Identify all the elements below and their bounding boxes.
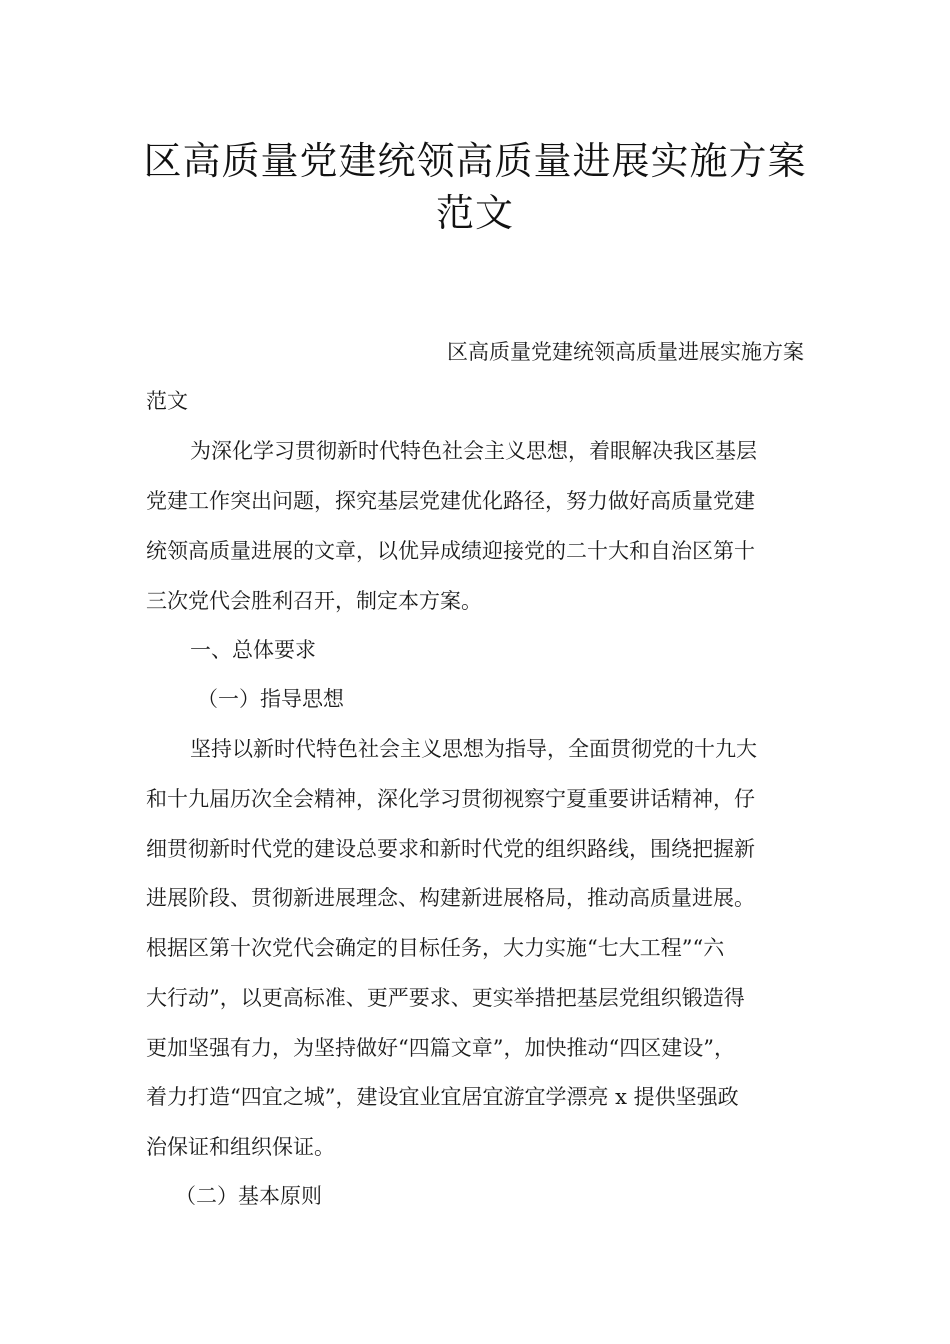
subtitle-line-2: 范文 <box>146 389 188 413</box>
guiding-line-1: 坚持以新时代特色社会主义思想为指导，全面贯彻党的十九大 <box>190 737 757 761</box>
intro-line-1: 为深化学习贯彻新时代特色社会主义思想，着眼解决我区基层 <box>190 439 757 463</box>
document-title-line-2: 范文 <box>435 191 514 235</box>
document-title-line-1: 区高质量党建统领高质量进展实施方案 <box>143 139 807 183</box>
guiding-line-8: 着力打造“四宜之城”，建设宜业宜居宜游宜学漂亮 x 提供坚强政 <box>146 1085 739 1109</box>
guiding-line-6: 大行动”，以更高标准、更严要求、更实举措把基层党组织锻造得 <box>146 986 745 1010</box>
guiding-line-4: 进展阶段、贯彻新进展理念、构建新进展格局，推动高质量进展。 <box>146 886 755 910</box>
subtitle-line-1: 区高质量党建统领高质量进展实施方案 <box>447 340 804 364</box>
guiding-line-5: 根据区第十次党代会确定的目标任务，大力实施“七大工程”“六 <box>146 936 725 960</box>
guiding-line-7: 更加坚强有力，为坚持做好“四篇文章”，加快推动“四区建设”， <box>146 1036 735 1060</box>
intro-line-3: 统领高质量进展的文章，以优异成绩迎接党的二十大和自治区第十 <box>146 539 755 563</box>
guiding-line-9: 治保证和组织保证。 <box>146 1135 335 1159</box>
guiding-line-3: 细贯彻新时代党的建设总要求和新时代党的组织路线，围绕把握新 <box>146 837 755 861</box>
subsection-heading-guiding-ideology: （一）指导思想 <box>197 687 344 711</box>
subsection-heading-basic-principles: （二）基本原则 <box>175 1184 322 1208</box>
guiding-line-2: 和十九届历次全会精神，深化学习贯彻视察宁夏重要讲话精神，仔 <box>146 787 755 811</box>
intro-line-2: 党建工作突出问题，探究基层党建优化路径，努力做好高质量党建 <box>146 489 755 513</box>
intro-line-4: 三次党代会胜利召开，制定本方案。 <box>146 589 482 613</box>
section-heading-overall-requirements: 一、总体要求 <box>190 638 316 662</box>
